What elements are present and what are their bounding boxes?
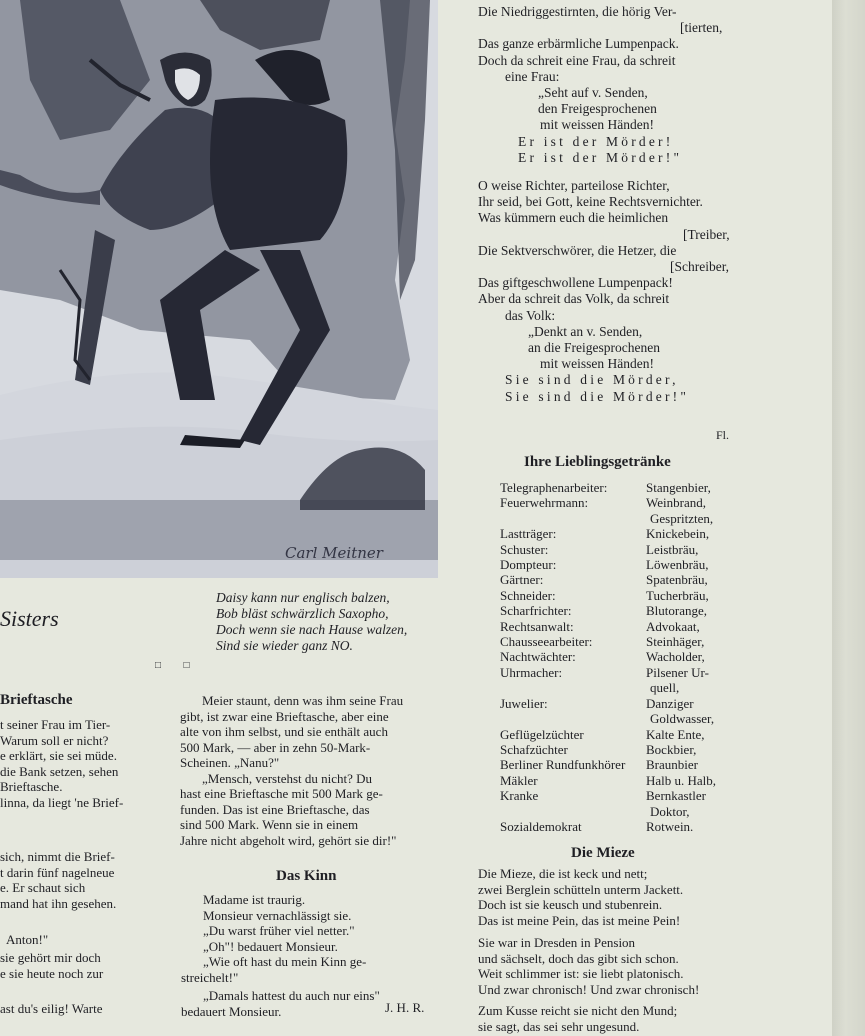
text-line: linna, da liegt 'ne Brief-	[0, 794, 124, 810]
drinks-occupation	[500, 511, 646, 526]
drinks-occupation: Geflügelzüchter	[500, 726, 584, 742]
poem-line: Sie sind die Mörder,	[505, 372, 679, 388]
mieze-stanza-1	[478, 866, 683, 928]
drinks-row	[500, 619, 716, 634]
mieze-line: Sie war in Dresden in Pension	[478, 935, 636, 950]
drinks-beverage: Leistbräu,	[646, 541, 699, 557]
mieze-line: und sächselt, doch das gibt sich schon.	[478, 950, 679, 966]
drinks-beverage: Danziger	[646, 695, 694, 711]
poem-line: Er ist der Mörder!	[518, 133, 674, 149]
drinks-occupation: Chausseearbeiter:	[500, 634, 593, 650]
drinks-beverage: Pilsener Ur-	[646, 664, 709, 680]
dancers-illustration	[0, 0, 438, 578]
drinks-beverage: Spatenbräu,	[646, 572, 708, 588]
poem-line: an die Freigesprochenen	[528, 340, 660, 356]
poem-line: Sie sind die Mörder!"	[505, 388, 690, 404]
drinks-row	[500, 649, 716, 664]
drinks-occupation: Mäkler	[500, 772, 538, 788]
mieze-line: Weit schlimmer ist: sie liebt platonisch.	[478, 966, 684, 981]
drinks-row	[500, 542, 716, 557]
mieze-line: Zum Kusse reicht sie nicht den Mund;	[478, 1003, 678, 1018]
text-line: Meier staunt, denn was ihm seine Frau	[202, 693, 404, 708]
brieftasche-title: Brieftasche	[0, 692, 73, 708]
poem-line: mit weissen Händen!	[540, 117, 654, 133]
text-line: „Wie oft hast du mein Kinn ge-	[203, 954, 367, 969]
drinks-row	[500, 572, 716, 587]
drinks-beverage: Goldwasser,	[650, 711, 715, 727]
brieftasche-left-text-3	[0, 950, 152, 981]
poem-line: [tierten,	[680, 20, 723, 36]
poem-line: Die Niedriggestirnten, die hörig Ver-	[478, 4, 677, 19]
drinks-occupation: Gärtner:	[500, 572, 544, 588]
poem-line: O weise Richter, parteilose Richter,	[478, 178, 670, 194]
mieze-line: Die Mieze, die ist keck und nett;	[478, 866, 648, 881]
poem-line: [Schreiber,	[670, 259, 730, 275]
sisters-heading: Sisters	[0, 606, 59, 631]
brieftasche-left-text	[0, 717, 152, 810]
poem-line: eine Frau:	[505, 68, 560, 84]
text-line: e sie heute noch zur	[0, 965, 104, 981]
drinks-occupation: Schafzüchter	[500, 741, 568, 757]
text-line: Monsieur vernachlässigt sie.	[203, 907, 352, 923]
text-line: e erklärt, sie sei müde.	[0, 748, 117, 763]
text-line: „Damals hattest du auch nur eins"	[203, 988, 380, 1003]
text-line: funden. Das ist eine Brieftasche, das	[180, 801, 370, 817]
drinks-row	[500, 788, 716, 803]
text-line: sich, nimmt die Brief-	[0, 849, 115, 864]
drinks-row	[500, 804, 716, 819]
text-line: Jahre nicht abgeholt wird, gehört sie dir!"	[180, 832, 397, 848]
mieze-stanza-3	[478, 1003, 677, 1034]
drinks-beverage: Bockbier,	[646, 741, 697, 757]
drinks-title: Ihre Lieblingsgetränke	[524, 454, 671, 470]
drinks-row	[500, 757, 716, 772]
drinks-beverage: Gespritzten,	[650, 510, 714, 526]
kinn-title: Das Kinn	[276, 868, 337, 884]
poem-line: Das ganze erbärmliche Lumpenpack.	[478, 36, 679, 52]
poem-line: Was kümmern euch die heimlichen	[478, 210, 669, 226]
drinks-beverage: Halb u. Halb,	[646, 772, 717, 788]
drinks-occupation: Kranke	[500, 788, 539, 804]
caption-line: Bob bläst schwärzlich Saxopho,	[216, 606, 389, 621]
poem-line: [Treiber,	[683, 226, 730, 242]
drinks-row	[500, 495, 716, 510]
poem-text	[478, 4, 730, 405]
text-line: sind 500 Mark. Wenn sie in einem	[180, 817, 359, 832]
text-line: t darin fünf nagelneue	[0, 864, 115, 880]
drinks-occupation: Berliner Rundfunkhörer	[500, 757, 626, 773]
drinks-table	[500, 480, 716, 834]
caption-line: Doch wenn sie nach Hause walzen,	[216, 622, 408, 637]
drinks-beverage: Braunbier	[646, 757, 698, 773]
drinks-row	[500, 588, 716, 603]
mieze-line: Doch ist sie keusch und stubenrein.	[478, 897, 663, 912]
text-line: „Du warst früher viel netter."	[203, 923, 355, 938]
mieze-line: Das ist meine Pein, das ist meine Pein!	[478, 912, 681, 928]
mieze-title: Die Mieze	[571, 845, 635, 861]
drinks-row	[500, 680, 716, 695]
drinks-occupation: Scharfrichter:	[500, 603, 572, 619]
dancers-drawing	[0, 0, 438, 578]
drinks-occupation: Rechtsanwalt:	[500, 618, 574, 634]
drinks-row	[500, 526, 716, 541]
poem-line: Er ist der Mörder!"	[518, 149, 683, 165]
mieze-stanza-2	[478, 935, 699, 997]
drinks-beverage: Stangenbier,	[646, 480, 711, 495]
mieze-line: sie sagt, das sei sehr ungesund.	[478, 1018, 640, 1034]
drinks-occupation	[500, 680, 646, 695]
drinks-beverage: Steinhäger,	[646, 634, 705, 650]
drinks-occupation	[500, 804, 646, 819]
drinks-beverage: Doktor,	[650, 803, 690, 819]
poem-line: Ihr seid, bei Gott, keine Rechtsvernichter.	[478, 194, 703, 210]
section-divider: □ □	[155, 660, 200, 671]
drinks-row	[500, 603, 716, 618]
text-line: hast eine Brieftasche mit 500 Mark ge-	[180, 786, 383, 801]
text-line: Brieftasche.	[0, 779, 63, 794]
text-line: ast du's eilig! Warte	[0, 1001, 103, 1016]
drinks-beverage: Weinbrand,	[646, 495, 706, 511]
drinks-row	[500, 665, 716, 680]
caption-line: Daisy kann nur englisch balzen,	[216, 590, 390, 605]
drinks-row	[500, 773, 716, 788]
text-line: streichelt!"	[181, 969, 239, 985]
drinks-row	[500, 711, 716, 726]
drinks-beverage: Blutorange,	[646, 603, 708, 619]
mieze-line: Und zwar chronisch! Und zwar chronisch!	[478, 981, 700, 997]
drinks-occupation: Lastträger:	[500, 526, 557, 542]
text-line: e. Er schaut sich	[0, 880, 86, 895]
text-line: Anton!"	[6, 932, 49, 947]
drinks-occupation: Telegraphenarbeiter:	[500, 480, 608, 495]
drinks-beverage: Wacholder,	[646, 649, 705, 665]
poem-line: „Seht auf v. Senden,	[538, 85, 648, 101]
drinks-occupation: Sozialdemokrat	[500, 818, 582, 834]
poem-line: Das giftgeschwollene Lumpenpack!	[478, 275, 673, 291]
drinks-row	[500, 727, 716, 742]
text-line: Warum soll er nicht?	[0, 732, 109, 748]
kinn-text	[181, 892, 380, 1019]
text-line: „Oh"! bedauert Monsieur.	[203, 938, 338, 954]
text-line: 500 Mark, — aber in zehn 50-Mark-	[180, 739, 371, 755]
svg-text:Carl Meitner: Carl Meitner	[285, 544, 383, 562]
drinks-row	[500, 511, 716, 526]
text-line: gibt, ist zwar eine Brieftasche, aber eine	[180, 708, 389, 724]
mieze-line: zwei Berglein schütteln unterm Jackett.	[478, 881, 684, 897]
text-line: Madame ist traurig.	[203, 892, 306, 907]
drinks-occupation: Schuster:	[500, 541, 549, 557]
drinks-occupation: Nachtwächter:	[500, 649, 576, 665]
poem-line: Die Sektverschwörer, die Hetzer, die	[478, 242, 677, 258]
drinks-beverage: quell,	[650, 680, 680, 696]
drinks-row	[500, 557, 716, 572]
text-line: mand hat ihn gesehen.	[0, 895, 117, 911]
poem-line: „Denkt an v. Senden,	[528, 323, 643, 339]
drinks-occupation	[500, 711, 646, 726]
drinks-beverage: Rotwein.	[646, 818, 694, 834]
poem-line: mit weissen Händen!	[540, 356, 654, 372]
text-line: Scheinen. „Nanu?"	[180, 755, 280, 770]
brieftasche-left-text-2	[0, 849, 152, 911]
drinks-occupation: Feuerwehrmann:	[500, 495, 589, 511]
drinks-beverage: Tucherbräu,	[646, 587, 709, 603]
text-line: bedauert Monsieur.	[181, 1003, 282, 1019]
poem-line: Aber da schreit das Volk, da schreit	[478, 291, 670, 307]
drinks-occupation: Juwelier:	[500, 695, 548, 711]
text-line: alte von ihm selbst, und sie enthält auch	[180, 724, 388, 739]
caption-line: Sind sie wieder ganz NO.	[216, 638, 353, 653]
text-line: die Bank setzen, sehen	[0, 763, 119, 779]
poem-line: Doch da schreit eine Frau, da schreit	[478, 52, 676, 68]
drinks-beverage: Kalte Ente,	[646, 726, 705, 742]
drinks-row	[500, 634, 716, 649]
brieftasche-right-text	[180, 693, 403, 848]
drinks-occupation: Uhrmacher:	[500, 664, 563, 680]
drinks-beverage: Knickebein,	[646, 526, 710, 542]
drinks-occupation: Schneider:	[500, 587, 556, 603]
drinks-occupation: Dompteur:	[500, 557, 557, 573]
drinks-beverage: Bernkastler	[646, 788, 706, 804]
poem-line: den Freigesprochenen	[538, 101, 657, 117]
drinks-beverage: Advokaat,	[646, 618, 700, 634]
drinks-beverage: Löwenbräu,	[646, 557, 709, 573]
drinks-row	[500, 480, 716, 495]
drinks-row	[500, 696, 716, 711]
text-line: „Mensch, verstehst du nicht? Du	[202, 770, 373, 786]
poem-line: das Volk:	[505, 307, 556, 323]
poem-author: Fl.	[716, 428, 730, 442]
text-line: sie gehört mir doch	[0, 950, 101, 965]
text-line: t seiner Frau im Tier-	[0, 717, 111, 732]
kinn-author: J. H. R.	[385, 1000, 425, 1015]
artist-signature	[285, 544, 384, 562]
drinks-row	[500, 819, 716, 834]
caption-verse	[216, 590, 407, 654]
drinks-row	[500, 742, 716, 757]
page-edge	[832, 0, 865, 1036]
